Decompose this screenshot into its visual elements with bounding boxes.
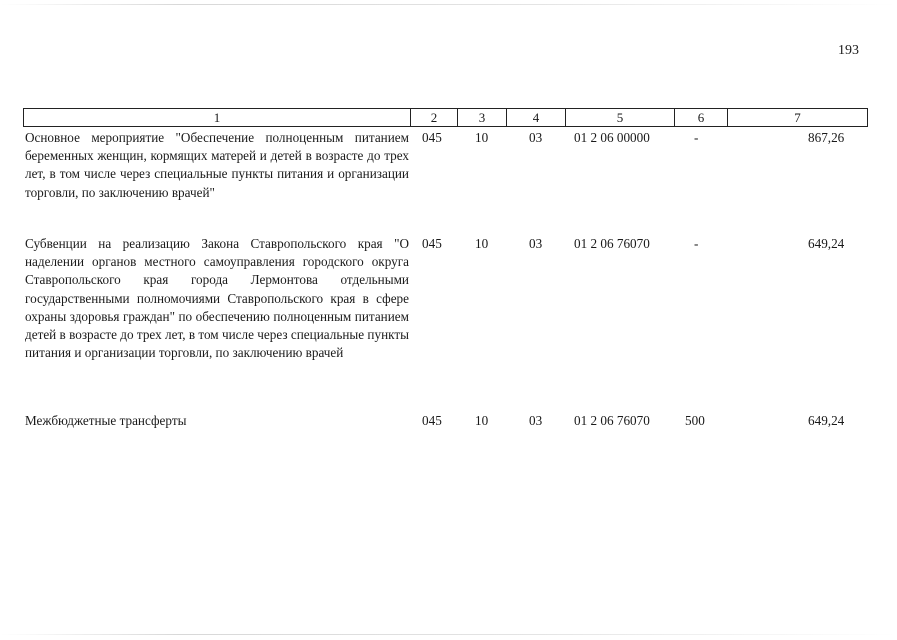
row-amount: 649,24 bbox=[808, 413, 845, 428]
row-code-col3: 10 bbox=[475, 236, 489, 251]
row-code-col3: 10 bbox=[475, 413, 489, 428]
row-code-col4: 03 bbox=[529, 413, 543, 428]
row-description: Межбюджетные трансферты bbox=[25, 413, 187, 428]
row-code-col5: 01 2 06 76070 bbox=[574, 236, 650, 251]
column-header-4: 4 bbox=[507, 109, 566, 127]
row-amount: 867,26 bbox=[808, 130, 845, 145]
row-code-col3: 10 bbox=[475, 130, 489, 145]
row-amount: 649,24 bbox=[808, 236, 845, 251]
column-header-row bbox=[24, 109, 868, 127]
page-number: 193 bbox=[838, 43, 859, 58]
column-header-3: 3 bbox=[458, 109, 507, 127]
row-code-col6: - bbox=[694, 236, 699, 251]
row-description: Основное мероприятие "Обеспечение полноценным питанием беременных женщин, кормящих матерей и детей в возрасте до трех лет, в том числе через специальные пункты питания и организации торговли, по заключению врачей" bbox=[25, 130, 409, 200]
column-header-table bbox=[23, 108, 868, 127]
row-code-col4: 03 bbox=[529, 236, 543, 251]
scan-artifact-bottom bbox=[0, 634, 897, 635]
row-code-col2: 045 bbox=[422, 413, 442, 428]
row-code-col2: 045 bbox=[422, 236, 442, 251]
row-code-col5: 01 2 06 76070 bbox=[574, 413, 650, 428]
column-header-7: 7 bbox=[728, 109, 868, 127]
column-header-5: 5 bbox=[566, 109, 675, 127]
scan-artifact-top bbox=[0, 4, 897, 5]
column-header-2: 2 bbox=[411, 109, 458, 127]
row-code-col6: - bbox=[694, 130, 699, 145]
row-code-col6: 500 bbox=[685, 413, 705, 428]
row-code-col4: 03 bbox=[529, 130, 543, 145]
row-code-col5: 01 2 06 00000 bbox=[574, 130, 650, 145]
column-header-1: 1 bbox=[24, 109, 411, 127]
row-description: Субвенции на реализацию Закона Ставропольского края "О наделении органов местного самоуправления городского округа Ставропольского края города Лермонтова отдельными государственными полномочиями Ставропольского края в сфере охраны здоровья граждан" по обеспечению полноценным питанием детей в возрасте до трех лет, в том числе через специальные пункты питания и организации торговли, по заключению врачей bbox=[25, 236, 409, 361]
row-code-col2: 045 bbox=[422, 130, 442, 145]
column-header-6: 6 bbox=[675, 109, 728, 127]
